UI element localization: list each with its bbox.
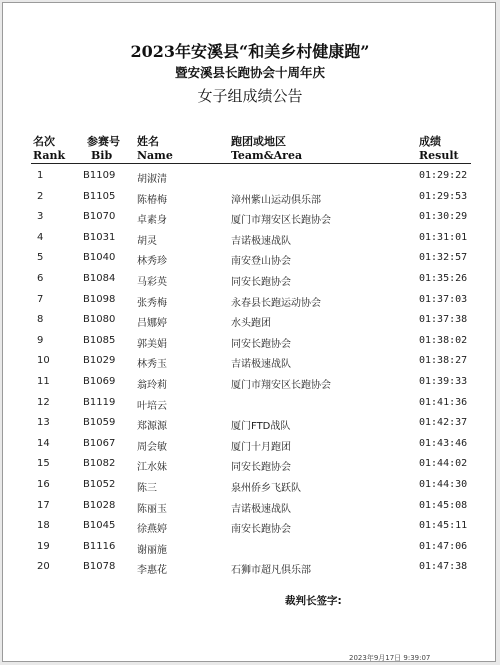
team-cell: 同安长跑协会: [231, 276, 291, 288]
rank-cell: 9: [37, 334, 44, 346]
header-bib-cn: 参赛号: [87, 135, 120, 148]
name-cell: 马彩英: [137, 276, 167, 288]
bib-cell: B1040: [83, 252, 116, 264]
header-result-en: Result: [419, 149, 459, 162]
bib-cell: B1029: [83, 355, 116, 367]
table-row: [3, 496, 497, 517]
header-rank: [33, 135, 65, 163]
table-row: [3, 351, 497, 372]
table-row: [3, 454, 497, 475]
team-cell: 厦门十月跑团: [231, 441, 291, 453]
result-cell: 01:43:46: [419, 437, 468, 449]
team-cell: 吉诺极速战队: [231, 235, 291, 247]
bib-cell: B1069: [83, 375, 116, 387]
result-cell: 01:47:06: [419, 540, 468, 552]
table-row: [3, 537, 497, 558]
result-cell: 01:44:02: [419, 458, 468, 470]
table-row: [3, 331, 497, 352]
team-cell: 吉诺极速战队: [231, 359, 291, 371]
team-cell: 同安长跑协会: [231, 338, 291, 350]
bib-cell: B1105: [83, 190, 116, 202]
result-cell: 01:37:03: [419, 293, 468, 305]
bib-cell: B1085: [83, 334, 116, 346]
rank-cell: 10: [37, 355, 50, 367]
rank-cell: 4: [37, 231, 44, 243]
team-cell: 厦门市翔安区长跑协会: [231, 215, 331, 227]
section-title: 女子组成绩公告: [197, 87, 303, 105]
rank-cell: 15: [37, 458, 50, 470]
name-cell: 叶培云: [137, 400, 167, 412]
rank-cell: 8: [37, 314, 44, 326]
team-cell: 泉州侨乡飞跃队: [231, 482, 301, 494]
header-bib-en: Bib: [91, 149, 113, 162]
result-cell: 01:42:37: [419, 417, 468, 429]
print-timestamp: 2023年9月17日 9:39:07: [349, 654, 431, 662]
result-cell: 01:39:33: [419, 375, 468, 387]
team-cell: 永春县长跑运动协会: [231, 297, 321, 309]
table-row: [3, 557, 497, 578]
team-cell: 南安登山协会: [231, 256, 291, 268]
header-name-en: Name: [137, 149, 173, 162]
name-cell: 翁玲莉: [137, 379, 167, 391]
header-result-cn: 成绩: [419, 135, 441, 148]
result-cell: 01:38:02: [419, 334, 468, 346]
document-title: 2023年安溪县“和美乡村健康跑”: [130, 42, 370, 61]
table-row: [3, 413, 497, 434]
bib-cell: B1070: [83, 211, 116, 223]
table-row: [3, 207, 497, 228]
result-cell: 01:37:38: [419, 314, 468, 326]
team-cell: 南安长跑协会: [231, 524, 291, 536]
team-cell: 厦门FTD战队: [231, 421, 291, 433]
name-cell: 卓素身: [137, 215, 167, 227]
team-cell: 吉诺极速战队: [231, 503, 291, 515]
name-cell: 胡淑清: [137, 174, 167, 185]
rank-cell: 11: [37, 375, 50, 387]
rank-cell: 13: [37, 417, 50, 429]
bib-cell: B1045: [83, 520, 116, 532]
header-team-en: Team&Area: [231, 149, 303, 162]
table-row: [3, 310, 497, 331]
rank-cell: 18: [37, 520, 50, 532]
name-cell: 林秀玉: [137, 359, 167, 371]
result-cell: 01:45:08: [419, 499, 468, 511]
header-divider: [31, 163, 471, 164]
result-cell: 01:41:36: [419, 396, 468, 408]
bib-cell: B1078: [83, 561, 116, 573]
result-cell: 01:38:27: [419, 355, 468, 367]
table-row: [3, 269, 497, 290]
results-document: [2, 2, 496, 662]
rank-cell: 17: [37, 499, 50, 511]
name-cell: 江水妹: [137, 462, 167, 474]
rank-cell: 1: [37, 170, 44, 181]
name-cell: 陈椿梅: [137, 194, 167, 206]
team-cell: 厦门市翔安区长跑协会: [231, 379, 331, 391]
rank-cell: 12: [37, 396, 50, 408]
table-row: [3, 434, 497, 455]
team-cell: 水头跑团: [231, 318, 271, 330]
document-subtitle: 暨安溪县长跑协会十周年庆: [174, 65, 325, 80]
rank-cell: 6: [37, 272, 44, 284]
name-cell: 吕娜婷: [137, 318, 167, 330]
table-row: [3, 228, 497, 249]
header-team: [231, 135, 302, 163]
name-cell: 陈丽玉: [137, 503, 167, 515]
table-row: [3, 516, 497, 537]
bib-cell: B1052: [83, 478, 116, 490]
name-cell: 李惠花: [137, 565, 167, 577]
rank-cell: 7: [37, 293, 44, 305]
name-cell: 谢丽施: [137, 544, 167, 556]
result-cell: 01:47:38: [419, 561, 468, 573]
result-cell: 01:29:22: [419, 170, 468, 181]
table-row: [3, 393, 497, 414]
name-cell: 郑源源: [137, 421, 167, 433]
name-cell: 郭美娟: [137, 338, 167, 350]
bib-cell: B1109: [83, 170, 116, 181]
name-cell: 陈三: [137, 482, 157, 494]
bib-cell: B1082: [83, 458, 116, 470]
name-cell: 张秀梅: [137, 297, 167, 309]
rank-cell: 14: [37, 437, 50, 449]
rank-cell: 16: [37, 478, 50, 490]
result-cell: 01:30:29: [419, 211, 468, 223]
rank-cell: 19: [37, 540, 50, 552]
result-cell: 01:45:11: [419, 520, 468, 532]
result-cell: 01:32:57: [419, 252, 468, 264]
name-cell: 林秀珍: [137, 256, 167, 268]
rank-cell: 2: [37, 190, 44, 202]
bib-cell: B1080: [83, 314, 116, 326]
header-rank-en: Rank: [33, 149, 66, 162]
table-row: [3, 187, 497, 208]
result-cell: 01:35:26: [419, 272, 468, 284]
result-cell: 01:44:30: [419, 478, 468, 490]
team-cell: 同安长跑协会: [231, 462, 291, 474]
header-result: [419, 135, 459, 163]
bib-cell: B1059: [83, 417, 116, 429]
table-row: [3, 290, 497, 311]
bib-cell: B1067: [83, 437, 116, 449]
judge-signature-label: 裁判长签字:: [285, 595, 342, 607]
name-cell: 胡灵: [137, 235, 157, 247]
table-row: [3, 248, 497, 269]
name-cell: 徐燕婷: [137, 524, 167, 536]
bib-cell: B1119: [83, 396, 116, 408]
result-cell: 01:31:01: [419, 231, 468, 243]
rank-cell: 3: [37, 211, 44, 223]
bib-cell: B1084: [83, 272, 116, 284]
header-name-cn: 姓名: [137, 135, 159, 148]
team-cell: 漳州紫山运动俱乐部: [231, 194, 321, 206]
rank-cell: 5: [37, 252, 44, 264]
bib-cell: B1028: [83, 499, 116, 511]
bib-cell: B1098: [83, 293, 116, 305]
bib-cell: B1116: [83, 540, 116, 552]
team-cell: 石狮市超凡俱乐部: [231, 565, 311, 577]
header-name: [137, 135, 173, 163]
rank-cell: 20: [37, 561, 50, 573]
result-cell: 01:29:53: [419, 190, 468, 202]
table-row: [3, 372, 497, 393]
header-team-cn: 跑团或地区: [231, 135, 286, 148]
header-rank-cn: 名次: [33, 135, 55, 148]
table-row: [3, 475, 497, 496]
bib-cell: B1031: [83, 231, 116, 243]
table-row: [3, 166, 497, 187]
results-table: [3, 166, 497, 578]
header-bib: [87, 135, 120, 163]
name-cell: 周会敏: [137, 441, 167, 453]
